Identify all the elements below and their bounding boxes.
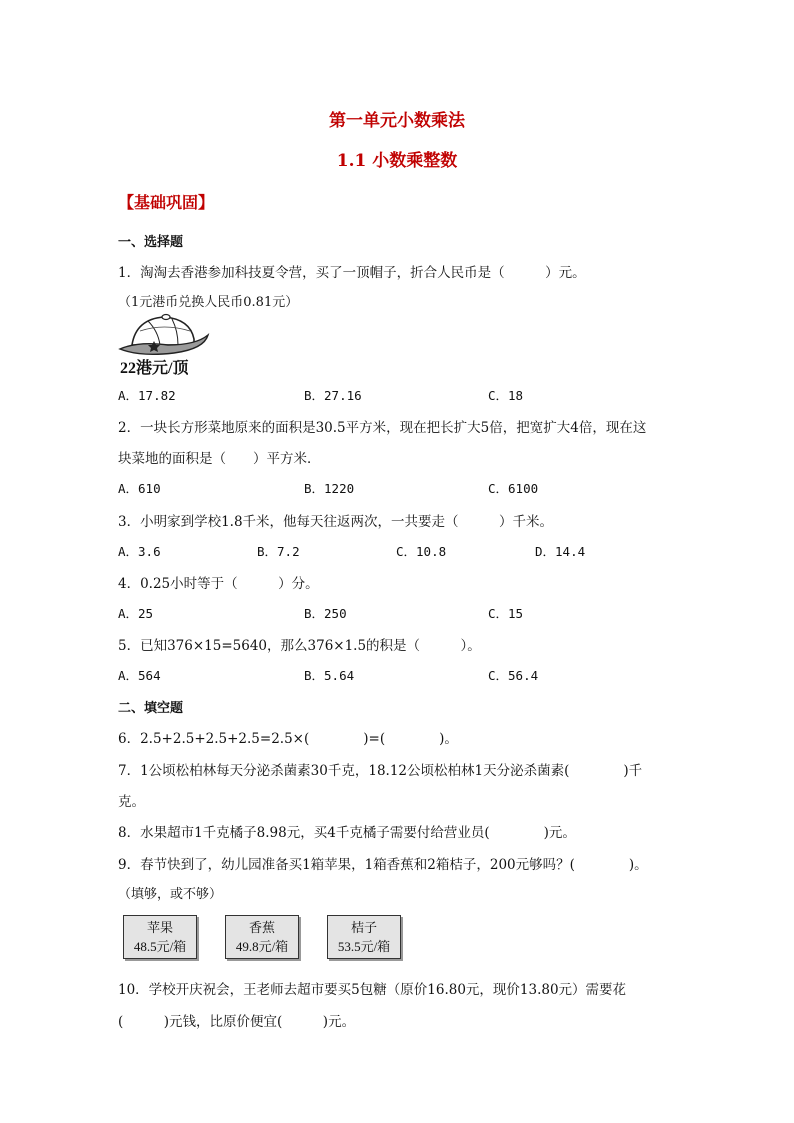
- question-2-line2: 块菜地的面积是（ ）平方米．: [118, 451, 321, 467]
- question-4: 4．0.25小时等于（ ）分。: [118, 576, 319, 592]
- fruit-name: 香蕉: [248, 920, 275, 935]
- page-title: 第一单元小数乘法: [329, 111, 465, 131]
- question-10-line2: ( )元钱，比原价便宜( )元。: [118, 1014, 356, 1030]
- price-box-banana: [225, 915, 299, 959]
- page-subtitle: 1.1 小数乘整数: [336, 151, 458, 171]
- question-1-note: （1元港币兑换人民币0.81元）: [118, 295, 299, 310]
- price-box-apple: [123, 915, 197, 959]
- hat-image: [118, 311, 210, 377]
- q5-option-c[interactable]: C．56.4: [488, 668, 539, 683]
- q2-option-a[interactable]: A．610: [118, 481, 161, 496]
- q1-option-b[interactable]: B．27.16: [304, 388, 362, 403]
- part2-heading: 二、填空题: [118, 701, 184, 716]
- question-2-line1: 2．一块长方形菜地原来的面积是30.5平方米，现在把长扩大5倍，把宽扩大4倍，现在这: [118, 420, 647, 436]
- question-9-line1: 9．春节快到了，幼儿园准备买1箱苹果，1箱香蕉和2箱桔子，200元够吗？( )。: [118, 857, 648, 873]
- question-10-line1: 10．学校开庆祝会，王老师去超市要买5包糖（原价16.80元，现价13.80元）需要花: [118, 982, 627, 998]
- fruit-name: 桔子: [350, 920, 377, 935]
- question-3: 3．小明家到学校1.8千米，他每天往返两次，一共要走（ ）千米。: [118, 514, 554, 530]
- price-box-orange: [327, 915, 401, 959]
- question-5: 5．已知376×15=5640，那么376×1.5的积是（ ）。: [118, 638, 481, 654]
- question-8: 8．水果超市1千克橘子8.98元，买4千克橘子需要付给营业员( )元。: [118, 825, 576, 841]
- fruit-price: 48.5元/箱: [133, 939, 187, 954]
- hat-price-caption: 22港元/顶: [120, 360, 189, 377]
- q3-option-c[interactable]: C．10.8: [396, 544, 447, 559]
- q4-option-c[interactable]: C．15: [488, 606, 524, 621]
- q4-option-b[interactable]: B．250: [304, 606, 347, 621]
- q5-option-a[interactable]: A．564: [118, 668, 161, 683]
- q3-option-b[interactable]: B．7.2: [257, 544, 300, 559]
- q1-option-c[interactable]: C．18: [488, 388, 524, 403]
- fruit-price: 49.8元/箱: [235, 939, 289, 954]
- question-6: 6．2.5+2.5+2.5+2.5=2.5×( )=( )。: [118, 731, 458, 747]
- question-1: 1．淘淘去香港参加科技夏令营，买了一顶帽子，折合人民币是（ ）元。: [118, 265, 586, 281]
- q4-option-a[interactable]: A．25: [118, 606, 154, 621]
- section-heading: 【基础巩固】: [118, 193, 215, 212]
- q1-option-a[interactable]: A．17.82: [118, 388, 176, 403]
- part1-heading: 一、选择题: [118, 235, 184, 250]
- q5-option-b[interactable]: B．5.64: [304, 668, 355, 683]
- q3-option-a[interactable]: A．3.6: [118, 544, 161, 559]
- q3-option-d[interactable]: D．14.4: [535, 544, 586, 559]
- q2-option-c[interactable]: C．6100: [488, 481, 539, 496]
- question-7-line1: 7．1公顷松柏林每天分泌杀菌素30千克，18.12公顷松柏林1天分泌杀菌素( )千: [118, 763, 643, 779]
- question-7-line2: 克。: [118, 794, 145, 810]
- fruit-name: 苹果: [146, 920, 173, 935]
- question-9-line2: （填够，或不够）: [118, 887, 223, 902]
- fruit-price: 53.5元/箱: [337, 939, 391, 954]
- q2-option-b[interactable]: B．1220: [304, 481, 355, 496]
